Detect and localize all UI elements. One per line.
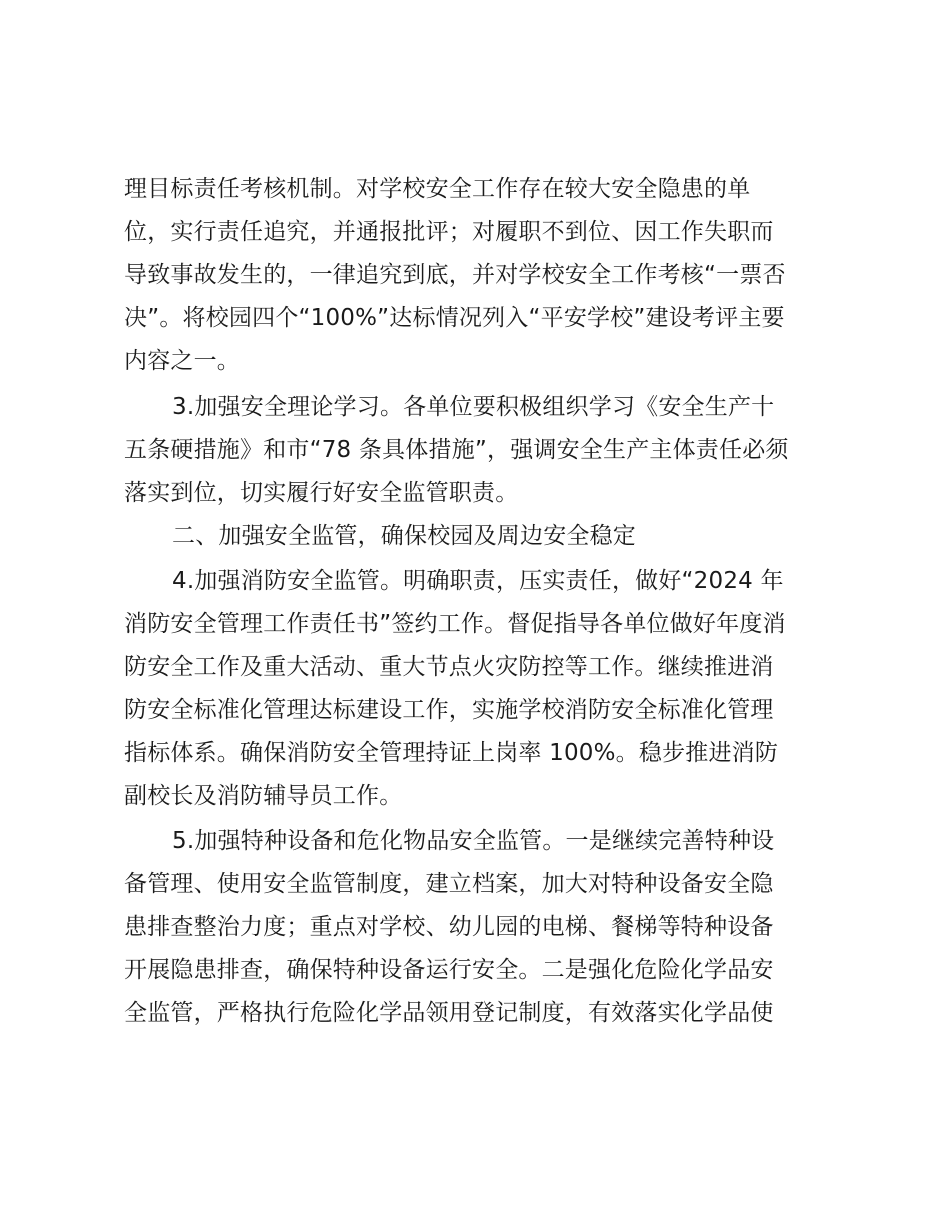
- text-line: 患排查整治力度；重点对学校、幼儿园的电梯、餐梯等特种设备: [124, 914, 774, 940]
- text-line: 落实到位，切实履行好安全监管职责。: [124, 480, 519, 506]
- text-line: 备管理、使用安全监管制度，建立档案，加大对特种设备安全隐: [124, 871, 774, 897]
- text-line: 内容之一。: [124, 348, 240, 374]
- text-line: 副校长及消防辅导员工作。: [124, 783, 403, 809]
- text-line: 开展隐患排查，确保特种设备运行安全。二是强化危险化学品安: [124, 957, 774, 983]
- text-line: 指标体系。确保消防安全管理持证上岗率 100%。稳步推进消防: [124, 740, 779, 766]
- text-line: 防安全工作及重大活动、重大节点火灾防控等工作。继续推进消: [124, 654, 774, 680]
- text-line: 理目标责任考核机制。对学校安全工作存在较大安全隐患的单: [124, 176, 751, 202]
- text-line: 导致事故发生的，一律追究到底，并对学校安全工作考核“一票否: [124, 262, 786, 288]
- text-line: 五条硬措施》和市“78 条具体措施”，强调安全生产主体责任必须: [124, 437, 789, 463]
- text-line: 位，实行责任追究，并通报批评；对履职不到位、因工作失职而: [124, 219, 774, 245]
- paragraph-heading-5: 5.加强特种设备和危化物品安全监管。一是继续完善特种设: [172, 828, 775, 854]
- section-heading-2: 二、加强安全监管，确保校园及周边安全稳定: [172, 523, 636, 549]
- paragraph-heading-3: 3.加强安全理论学习。各单位要积极组织学习《安全生产十: [172, 394, 775, 420]
- paragraph-heading-4: 4.加强消防安全监管。明确职责，压实责任，做好“2024 年: [172, 568, 784, 594]
- text-line: 防安全标准化管理达标建设工作，实施学校消防安全标准化管理: [124, 697, 774, 723]
- text-line: 消防安全管理工作责任书”签约工作。督促指导各单位做好年度消: [124, 611, 786, 637]
- text-line: 全监管，严格执行危险化学品领用登记制度，有效落实化学品使: [124, 1000, 774, 1026]
- text-line: 决”。将校园四个“100%”达标情况列入“平安学校”建设考评主要: [124, 305, 785, 331]
